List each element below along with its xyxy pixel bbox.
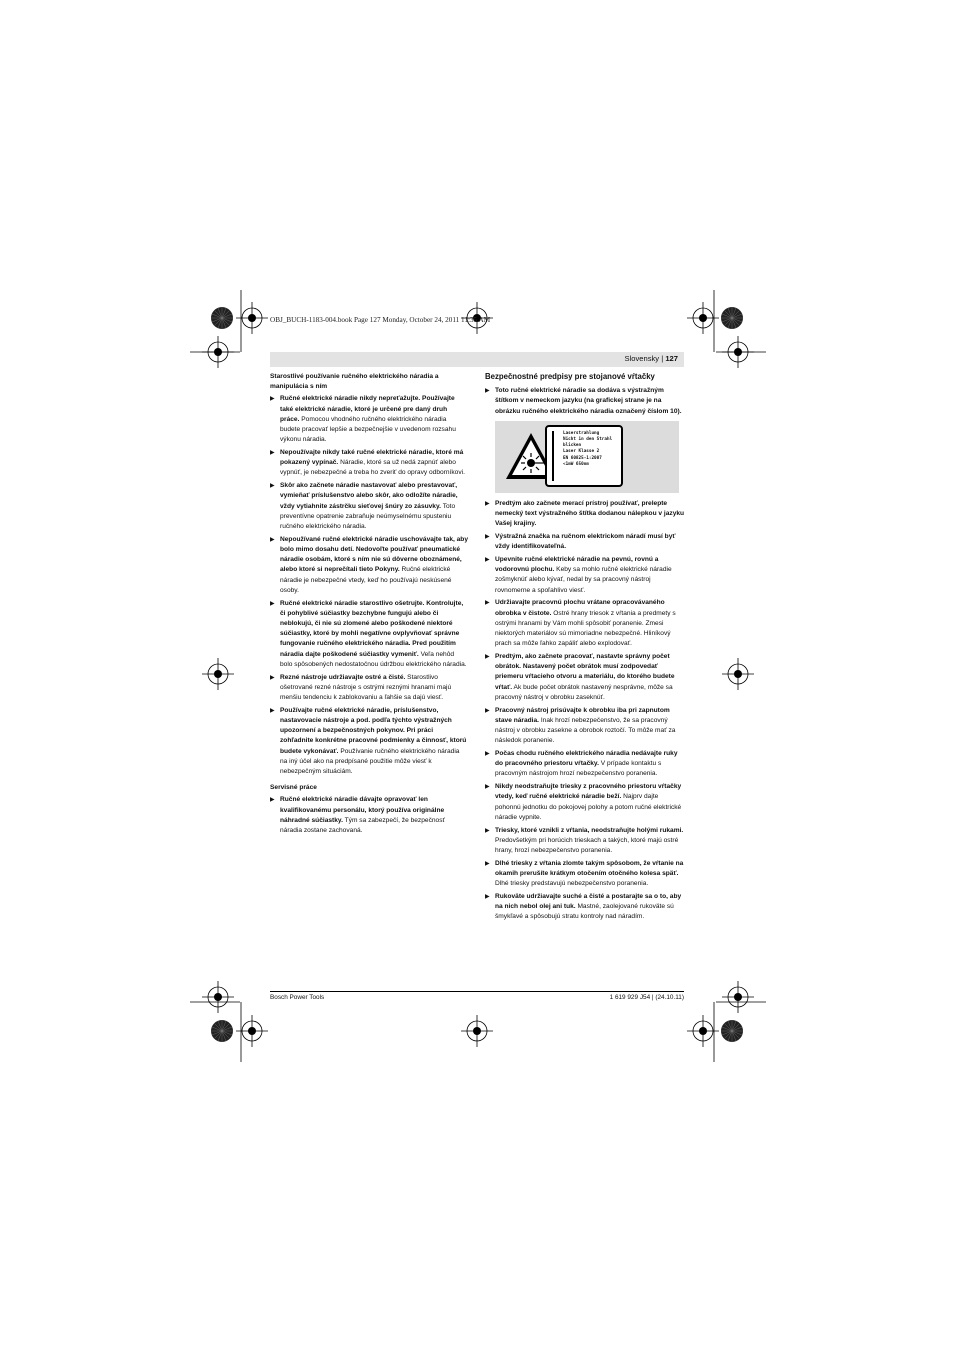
list-item: ▶ Ručné elektrické náradie starostlivo ošetrujte. Kontrolujte, či pohyblivé súčiastky bezchybne fungujú alebo či neblokujú, či nie sú zlomené alebo poškodené niektoré súčiastky, ktoré by mohli negatívne ovplyvňovať správne fungovanie ručného elektrického náradia. Pred použitím náradia dajte poškodené súčiastky vymeniť. Veľa nehôd bolo spôsobených nedostatočnou údržbou elektrického náradia. (270, 599, 467, 668)
laser-warning-label (545, 425, 623, 487)
list-item: ▶ Nikdy neodstraňujte triesky z pracovného priestoru vŕtačky vtedy, keď ručné elektrické náradie beží. Najprv dajte pohonnú jednotku do pokojovej polohy a potom ručné elektrické náradie vypnite. (485, 783, 682, 821)
bullet-triangle-icon: ▶ (485, 784, 490, 791)
list-item: ▶ Nepoužívajte nikdy také ručné elektrické náradie, ktoré má pokazený vypínač. Náradie, ktoré sa už nedá zapnúť alebo vypnúť, je nebezpečné a treba ho zveriť do opravy odborníkovi. (270, 449, 465, 477)
bullet-triangle-icon: ▶ (270, 674, 275, 681)
bullet-triangle-icon: ▶ (270, 450, 275, 457)
bullet-triangle-icon: ▶ (270, 707, 275, 714)
label-line: Laser Klasse 2 (563, 449, 600, 455)
label-line: <1mW 650nm (563, 461, 589, 467)
list-item: ▶ Rukoväte udržiavajte suché a čisté a postarajte sa o to, aby na nich nebol olej ani tuk. Mastné, zaolejované rukoväte sú šmykľavé a spôsobujú stratu kontroly nad náradím. (485, 893, 682, 921)
list-item: ▶ Upevnite ručné elektrické náradie na pevnú, rovnú a vodorovnú plochu. Keby sa mohlo ručné elektrické náradie zošmyknúť alebo kývať, nedal by sa pracovný nástroj rovnomerne a spoľahlivo viesť. (485, 556, 672, 594)
header-language-name: Slovensky (624, 354, 660, 363)
list-item: ▶ Nepoužívané ručné elektrické náradie uschovávajte tak, aby bolo mimo dosahu detí. Nedovoľte používať pneumatické náradie osobám, ktoré s ním nie sú dôverne oboznámené, alebo ktoré si neprečítali tieto Pokyny. Ručné elektrické náradie je nebezpečné vtedy, keď ho používajú neskúsené osoby. (270, 535, 469, 594)
list-item: ▶ Výstražná značka na ručnom elektrickom náradí musí byť vždy identifikovateľná. (485, 533, 676, 551)
header-separator: | (661, 354, 664, 363)
bullet-triangle-icon: ▶ (485, 600, 490, 607)
list-item: ▶ Pracovný nástroj prisúvajte k obrobku iba pri zapnutom stave náradia. Inak hrozí nebezpečenstvo, že sa pracovný nástroj v obrobku zasekne a obrobok roztočí. To môže mať za následok poranenie. (485, 706, 676, 745)
page-header (270, 352, 684, 367)
page-number: 127 (665, 354, 678, 363)
section-title-care: Starostlivé používanie ručného elektrického náradia a manipulácia s ním (270, 373, 439, 391)
label-line: EN 60825-1:2007 (563, 455, 602, 461)
label-line: Laserstrahlung (563, 430, 600, 436)
bullet-triangle-icon: ▶ (270, 536, 275, 543)
label-line: blicken (563, 443, 582, 449)
section-title-drill-press: Bezpečnostné predpisy pre stojanové vŕtačky (485, 372, 655, 381)
bullet-triangle-icon: ▶ (485, 557, 490, 564)
bullet-triangle-icon: ▶ (270, 797, 275, 804)
warning-label-figure (495, 421, 679, 493)
right-column (485, 372, 685, 925)
print-info: OBJ_BUCH-1183-004.book Page 127 Monday, October 24, 2011 11:35 AM (270, 316, 491, 324)
bullet-triangle-icon: ▶ (485, 751, 490, 758)
bullet-triangle-icon: ▶ (485, 500, 490, 507)
label-line: Nicht in den Strahl (563, 437, 613, 443)
bullet-triangle-icon: ▶ (485, 894, 490, 901)
list-item: ▶ Ručné elektrické náradie dávajte opravovať len kvalifikovanému personálu, ktorý používa originálne náhradné súčiastky. Tým sa zabezpečí, že bezpečnosť náradia zostane zachovaná. (270, 796, 445, 835)
footer-brand: Bosch Power Tools (270, 994, 325, 1001)
list-item: ▶ Udržiavajte pracovnú plochu vrátane opracovávaného obrobka v čistote. Ostré hrany triesok z vŕtania a predmety s ostrými hranami by Vám mohli spôsobiť poranenie. Zmesi niektorých materiálov sú mimoriadne nebezpečné. Hliníkový prach sa môže ľahko zapáliť alebo explodovať. (485, 599, 676, 648)
list-item: ▶ Dlhé triesky z vŕtania zlomte takým spôsobom, že vŕtanie na okamih prerušíte krátkym otočením otočného kolesa späť. Dlhé triesky predstavujú nebezpečenstvo poranenia. (485, 859, 684, 888)
section-title-service: Servisné práce (270, 784, 317, 792)
list-item: ▶ Ručné elektrické náradie nikdy nepreťažujte. Používajte také elektrické náradie, ktoré je určené pre daný druh práce. Pomocou vhodného ručného elektrického náradia budete pracovať lepšie a bezpečnejšie v uvedenom rozsahu výkonu náradia. (270, 395, 456, 444)
bullet-triangle-icon: ▶ (270, 483, 275, 490)
list-item: ▶ Predtým ako začnete merací prístroj používať, prelepte nemecký text výstražného štítka dodanou nálepkou v jazyku Vašej krajiny. (485, 499, 685, 528)
list-item: ▶ Toto ručné elektrické náradie sa dodáva s výstražným štítkom v nemeckom jazyku (na grafickej strane je na obrázku ručného elektrického náradia označený číslom 10). (485, 387, 682, 415)
list-item: ▶ Predtým, ako začnete pracovať, nastavte správny počet obrátok. Nastavený počet obrátok musí zodpovedať priemeru vŕtacieho otvoru a materiálu, do ktorého budete vŕtať. Ak bude počet obrátok nastavený nesprávne, môže sa pracovný nástroj v obrobku zaseknúť. (485, 653, 675, 701)
bullet-triangle-icon: ▶ (485, 827, 490, 834)
list-item: ▶ Rezné nástroje udržiavajte ostré a čisté. Starostlivo ošetrované rezné nástroje s ostrými reznými hranami majú menšiu tendenciu k zablokovaniu a ľahšie sa dajú viesť. (270, 673, 452, 702)
bullet-triangle-icon: ▶ (485, 388, 490, 395)
bullet-triangle-icon: ▶ (270, 600, 275, 607)
list-item: ▶ Triesky, ktoré vznikli z vŕtania, neodstraňujte holými rukami. Predovšetkým pri horúcich trieskach a takých, ktoré majú ostré hrany, hrozí nebezpečenstvo poranenia. (485, 826, 684, 855)
list-item: ▶ Používajte ručné elektrické náradie, príslušenstvo, nastavovacie nástroje a pod. podľa týchto výstražných upozornení a bezpečnostných pokynov. Pri práci zohľadnite konkrétne pracovné podmienky a činnosť, ktorú budete vykonávať. Používanie ručného elektrického náradia na iný účel ako na predpísané použitie môže viesť k nebezpečným situáciám. (270, 706, 467, 776)
left-column (270, 372, 468, 839)
header-language (624, 354, 678, 363)
bullet-triangle-icon: ▶ (485, 860, 490, 867)
footer-rule (270, 991, 684, 992)
list-item: ▶ Skôr ako začnete náradie nastavovať alebo prestavovať, vymieňať príslušenstvo alebo skôr, ako odložíte náradie, vždy vytiahnite zástrčku sieťovej šnúry zo zásuvky. Toto preventívne opatrenie zabraňuje neúmyselnému spusteniu ručného elektrického náradia. (270, 482, 458, 531)
footer-doc-number: 1 619 929 J54 | (24.10.11) (609, 994, 684, 1001)
bullet-triangle-icon: ▶ (270, 396, 275, 403)
label-bar (552, 431, 554, 481)
bullet-triangle-icon: ▶ (485, 534, 490, 541)
bullet-triangle-icon: ▶ (485, 707, 490, 714)
bullet-triangle-icon: ▶ (485, 654, 490, 661)
list-item: ▶ Počas chodu ručného elektrického náradia nedávajte ruky do pracovného priestoru vŕtačky. V prípade kontaktu s pracovným nástrojom hrozí nebezpečenstvo poranenia. (485, 750, 678, 778)
